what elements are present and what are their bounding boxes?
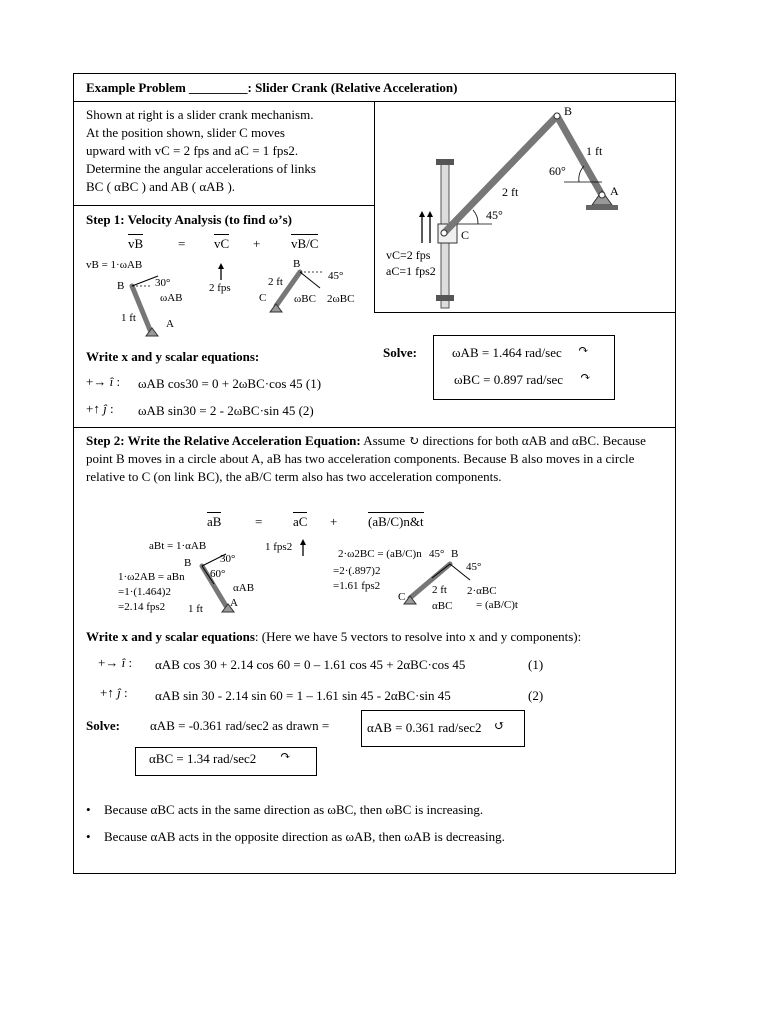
abc-n-label: 2·ω2BC = (aB/C)n <box>338 548 422 560</box>
solution-omega-ab: ωAB = 1.464 rad/sec <box>452 345 562 360</box>
length-label: 1 ft <box>121 312 136 324</box>
eq-ac: aC <box>293 514 308 529</box>
length-label: 1 ft <box>188 603 203 615</box>
abc-t-value: = (aB/C)t <box>476 599 518 611</box>
vb-relation: vB = 1·ωAB <box>86 259 143 271</box>
fig-label-c: C <box>461 228 470 242</box>
vc-value: 2 fps <box>209 282 231 294</box>
rail-cap-bottom <box>436 295 454 301</box>
divider <box>73 205 374 206</box>
omega-ab-label: ωAB <box>160 292 183 304</box>
equation-2: αAB sin 30 - 2.14 sin 60 = 1 – 1.61 sin 45 - 2αBC·sin 45 <box>155 688 451 703</box>
pin-b <box>554 113 560 119</box>
paragraph-line: αBC. Because point B moves in a circle about A, aB has two acceleration components. Because <box>86 433 646 466</box>
clockwise-arrow-icon: ↷ <box>578 342 589 357</box>
j-direction-icon: +↑ ĵ : <box>100 685 128 700</box>
angle-label: 60° <box>210 568 226 580</box>
equation-2: ωAB sin30 = 2 - 2ωBC·sin 45 (2) <box>138 403 314 418</box>
divider <box>374 312 676 313</box>
conclusion-1: Because αBC acts in the same direction as ωBC, then ωBC is increasing. <box>104 802 484 817</box>
solve-label: Solve: <box>383 345 417 360</box>
fig-length-bc: 2 ft <box>502 185 519 199</box>
angle-arc <box>473 210 478 224</box>
alpha-ab-label: αAB <box>233 582 255 594</box>
abn-result: =2.14 fps2 <box>118 601 166 613</box>
angle-label: 30° <box>155 277 171 289</box>
mechanism-figure <box>374 101 676 312</box>
problem-statement <box>86 106 316 196</box>
divider <box>73 427 676 428</box>
paragraph-line: Assume ↻ directions for both αAB and <box>363 433 569 448</box>
scalar-note: : (Here we have 5 vectors to resolve into x and y components): <box>254 629 582 644</box>
eq-ab: aB <box>207 514 222 529</box>
abt-label: aBt = 1·αAB <box>149 540 207 552</box>
fig-length-ab: 1 ft <box>586 144 603 158</box>
fig-angle-c: 45° <box>486 208 503 222</box>
pin-c <box>441 230 447 236</box>
intro-line: Determine the angular accelerations of links <box>86 161 316 176</box>
vbc-value: 2ωBC <box>327 293 355 305</box>
step2-intro <box>86 432 668 486</box>
abn-label: 1·ω2AB = aBn <box>118 571 185 583</box>
length-label: 2 ft <box>432 584 447 596</box>
point-b-label: B <box>451 548 459 560</box>
abc-n-result: =1.61 fps2 <box>333 580 381 592</box>
intro-line: BC ( αBC ) and AB ( αAB ). <box>86 179 236 194</box>
fig-acceleration-c: aC=1 fps2 <box>386 264 436 278</box>
equation-2-number: (2) <box>528 688 544 703</box>
eq-vb: vB <box>128 236 144 251</box>
intro-line: Shown at right is a slider crank mechanism. <box>86 107 314 122</box>
omega-bc-label: ωBC <box>294 293 316 305</box>
point-c-label: C <box>398 591 406 603</box>
angle-label: 45° <box>429 548 445 560</box>
solution-alpha-ab: αAB = 0.361 rad/sec2 <box>367 720 482 735</box>
bullet-icon: • <box>86 829 91 844</box>
eq-plus: + <box>330 514 338 529</box>
equation-1: ωAB cos30 = 0 + 2ωBC·cos 45 (1) <box>138 376 322 391</box>
alpha-bc-label: αBC <box>432 600 453 612</box>
rail-cap-top <box>436 159 454 165</box>
equation-1-number: (1) <box>528 657 544 672</box>
step1-heading: Step 1: Velocity Analysis (to find ω’s) <box>86 212 292 227</box>
eq-vbc: vB/C <box>291 236 319 251</box>
intro-line: upward with vC = 2 fps and aC = 1 fps2. <box>86 143 299 158</box>
counterclockwise-arrow-icon: ↺ <box>494 718 505 733</box>
scalar-heading: Write x and y scalar equations <box>86 629 255 644</box>
page-title: Example Problem _________: Slider Crank (Relative Acceleration) <box>86 80 458 95</box>
length-label: 2 ft <box>268 276 283 288</box>
fig-label-b: B <box>564 104 573 118</box>
eq-equals: = <box>178 236 186 251</box>
point-a-label: A <box>230 597 238 609</box>
eq-plus: + <box>253 236 261 251</box>
fig-label-a: A <box>610 184 619 198</box>
pin-a <box>599 192 605 198</box>
angle-label: 45° <box>466 561 482 573</box>
clockwise-arrow-icon: ↷ <box>580 369 591 384</box>
point-b-label: B <box>293 258 301 270</box>
fig-velocity-c: vC=2 fps <box>386 248 431 262</box>
ac-value: 1 fps2 <box>265 541 293 553</box>
solve-label: Solve: <box>86 718 120 733</box>
point-a-label: A <box>166 318 174 330</box>
intro-line: At the position shown, slider C moves <box>86 125 285 140</box>
i-direction-icon: +→ î : <box>86 374 121 389</box>
up-arrow-icon <box>216 262 226 282</box>
angle-label: 30° <box>220 553 236 565</box>
step2-heading: Step 2: Write the Relative Acceleration Equation: <box>86 433 361 448</box>
abc-n-calc: =2·(.897)2 <box>333 565 381 577</box>
up-arrow-icon <box>298 538 308 558</box>
scalar-heading: Write x and y scalar equations: <box>86 349 260 364</box>
j-direction-icon: +↑ ĵ : <box>86 401 114 416</box>
point-c-label: C <box>259 292 267 304</box>
arrowhead-icon <box>427 211 433 217</box>
scalar-heading-row <box>86 629 581 645</box>
solution-alpha-bc: αBC = 1.34 rad/sec2 <box>149 751 257 766</box>
ground-base <box>586 205 618 210</box>
alpha-ab-raw: αAB = -0.361 rad/sec2 as drawn = <box>150 718 330 733</box>
point-b-label: B <box>184 557 192 569</box>
solution-omega-bc: ωBC = 0.897 rad/sec <box>454 372 564 387</box>
abc-t-label: 2·αBC <box>467 585 497 597</box>
paragraph-line: components. <box>435 469 502 484</box>
ground-support <box>270 304 282 312</box>
i-direction-icon: +→ î : <box>98 655 133 670</box>
abn-calc: =1·(1.464)2 <box>118 586 171 598</box>
arrowhead-icon <box>419 211 425 217</box>
point-b-label: B <box>117 280 125 292</box>
eq-vc: vC <box>214 236 230 251</box>
eq-abc: (aB/C)n&t <box>368 514 424 529</box>
angle-label: 45° <box>328 270 344 282</box>
clockwise-arrow-icon: ↷ <box>280 748 291 763</box>
velocity-arrow-icon <box>300 272 320 288</box>
paragraph-line: B also moves in a circle relative to C (on link BC), the aB/C term also has two acceleration <box>86 451 635 484</box>
normal-arrow-icon <box>432 564 450 578</box>
equation-1: αAB cos 30 + 2.14 cos 60 = 0 – 1.61 cos 45 + 2αBC·cos 45 <box>155 657 466 672</box>
eq-equals: = <box>255 514 263 529</box>
conclusion-2: Because αAB acts in the opposite direction as ωAB, then ωAB is decreasing. <box>104 829 505 844</box>
fig-angle-a: 60° <box>549 164 566 178</box>
bullet-icon: • <box>86 802 91 817</box>
